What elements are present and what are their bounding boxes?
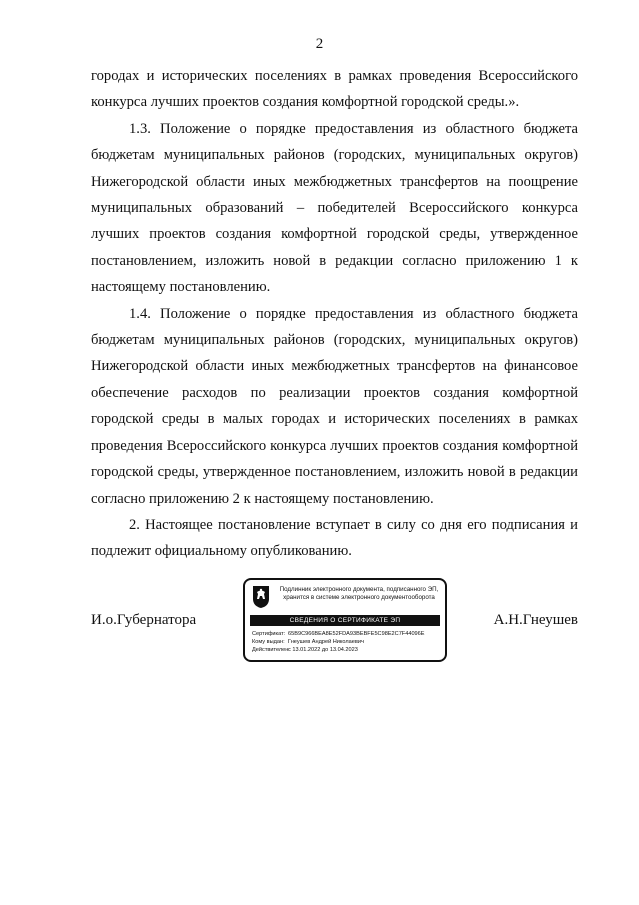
stamp-header-line-2: хранится в системе электронного документооборота xyxy=(283,594,435,601)
paragraph-1-3: 1.3. Положение о порядке предоставления из областного бюджета бюджетам муниципальных районов (городских, муниципальных округов) Нижегородской области иных межбюджетных трансфертов на поощрение муниципальных образований – победителей Всероссийского конкурса лучших проектов создания комфортной городской среды, утвержденное постановлением, изложить новой в редакции согласно приложению 1 к настоящему постановлению. xyxy=(91,120,578,296)
cert-value: 65B9C966BEA8E52FDA93BEBFE5C98E2C7F44096E xyxy=(288,631,425,637)
signer-name: А.Н.Гнеушев xyxy=(493,612,578,628)
page-number: 2 xyxy=(315,36,324,52)
valid-value: с 13.01.2022 до 13.04.2023 xyxy=(288,646,358,653)
valid-label: Действителен: xyxy=(252,646,290,653)
signer-title: И.о.Губернатора xyxy=(91,612,197,628)
signature-block xyxy=(91,578,578,668)
stamp-title-bar: СВЕДЕНИЯ О СЕРТИФИКАТЕ ЭП xyxy=(250,615,440,626)
cert-label: Сертификат: xyxy=(252,631,286,637)
owner-label: Кому выдан: xyxy=(252,638,285,645)
document-body xyxy=(91,63,578,565)
paragraph-1-4: 1.4. Положение о порядке предоставления из областного бюджета бюджетам муниципальных районов (городских, муниципальных округов) Нижегородской области иных межбюджетных трансфертов на финансовое обеспечение расходов по реализации проектов создания комфортной городской среды в малых городах и исторических поселениях в рамках проведения Всероссийского конкурса лучших проектов создания комфортной городской среды, утвержденное постановлением, изложить новой в редакции согласно приложению 2 к настоящему постановлению. xyxy=(91,305,578,507)
stamp-certificate-info xyxy=(252,631,444,654)
stamp-header-line-1: Подлинник электронного документа, подписанного ЭП, xyxy=(279,586,439,593)
paragraph-2: 2. Настоящее постановление вступает в силу со дня его подписания и подлежит официальному опубликованию. xyxy=(91,516,578,560)
paragraph-continuation: городах и исторических поселениях в рамках проведения Всероссийского конкурса лучших проектов создания комфортной городской среды.». xyxy=(91,68,578,111)
coat-of-arms-icon xyxy=(252,585,270,609)
stamp-header xyxy=(273,586,445,602)
electronic-signature-stamp xyxy=(243,578,447,662)
owner-value: Гнеушев Андрей Николаевич xyxy=(288,638,364,645)
